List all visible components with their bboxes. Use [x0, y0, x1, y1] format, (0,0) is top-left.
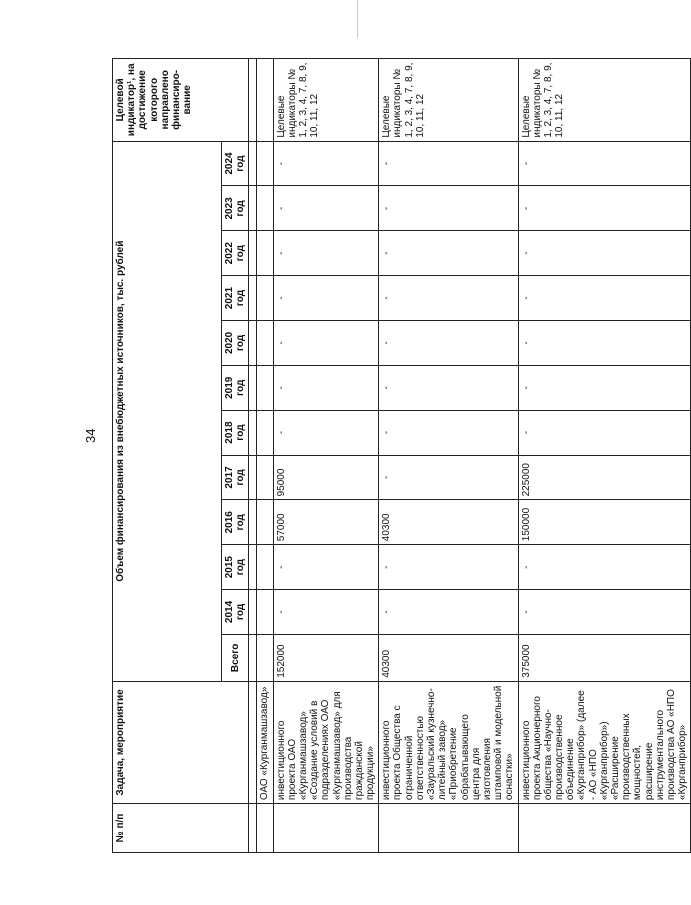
value-2022: -: [273, 231, 379, 276]
header-year-2018: 2018 год: [222, 410, 249, 455]
value-2016: 57000: [273, 500, 379, 545]
value-2019: -: [518, 365, 691, 410]
table-row: [518, 59, 691, 853]
row-num: [518, 804, 691, 853]
row-num: [273, 804, 379, 853]
value-total: 40300: [379, 634, 518, 681]
value-2022: -: [518, 231, 691, 276]
header-year-total: Всего: [222, 634, 249, 681]
header-year-2016: 2016 год: [222, 500, 249, 545]
value-2017: 225000: [518, 455, 691, 500]
value-2023: -: [273, 186, 379, 231]
value-2014: -: [273, 590, 379, 635]
row-task: инвестиционного проекта ОАО «Курганмашзавод» «Создание условий в подразделениях ОАО «Курганмашзавод» для производства гражданской продукции»: [273, 681, 379, 803]
value-2021: -: [518, 276, 691, 321]
value-2016: 40300: [379, 500, 518, 545]
value-total: 375000: [518, 634, 691, 681]
value-2016: 150000: [518, 500, 691, 545]
value-2014: -: [518, 590, 691, 635]
table-row: [273, 59, 379, 853]
table-cell: [257, 804, 273, 853]
header-year-2021: 2021 год: [222, 276, 249, 321]
value-2018: -: [273, 410, 379, 455]
blank-spacer-row: [249, 59, 257, 853]
value-2022: -: [379, 231, 518, 276]
header-num: № п/п: [113, 804, 249, 853]
value-2020: -: [379, 321, 518, 366]
value-2015: -: [273, 545, 379, 590]
header-volume: Объем финансирования из внебюджетных источников, тыс. рублей: [113, 141, 222, 681]
rotated-table-container: [112, 58, 689, 853]
value-2015: -: [379, 545, 518, 590]
header-year-2022: 2022 год: [222, 231, 249, 276]
value-2019: -: [379, 365, 518, 410]
section-title-row: [257, 59, 273, 853]
value-2018: -: [518, 410, 691, 455]
row-target: Целевые индикаторы № 1, 2, 3, 4, 7, 8, 9, 10, 11, 12: [518, 59, 691, 142]
value-total: 152000: [273, 634, 379, 681]
header-target: Целевой индикатор¹, на достижение которого направлено финансиро-вание: [113, 59, 249, 142]
value-2021: -: [379, 276, 518, 321]
value-2020: -: [518, 321, 691, 366]
row-target: Целевые индикаторы № 1, 2, 3, 4, 7, 8, 9, 10, 11, 12: [379, 59, 518, 142]
value-2015: -: [518, 545, 691, 590]
value-2017: 95000: [273, 455, 379, 500]
row-task: инвестиционного проекта Акционерного общества «Научно-производственное объединение «Курганприбор» (далее - АО «НПО «Курганприбор») «Расширение производственных мощностей, расширение инструментального производства АО «НПО «Курганприбор»: [518, 681, 691, 803]
row-num: [379, 804, 518, 853]
value-2023: -: [379, 186, 518, 231]
header-year-2017: 2017 год: [222, 455, 249, 500]
value-2024: -: [518, 141, 691, 186]
header-task: Задача, мероприятие: [113, 681, 249, 803]
scan-edge-line: [357, 0, 358, 38]
header-year-2019: 2019 год: [222, 365, 249, 410]
value-2024: -: [379, 141, 518, 186]
value-2019: -: [273, 365, 379, 410]
value-2023: -: [518, 186, 691, 231]
row-task: инвестиционного проекта Общества с ограниченной ответственностью «Зауральский кузнечно-литейный завод» «Приобретение обрабатывающего центра для изготовления штамповой и модельной оснастки»: [379, 681, 518, 803]
financing-table: [112, 58, 691, 853]
table-row: [379, 59, 518, 853]
header-year-2020: 2020 год: [222, 321, 249, 366]
section-title: ОАО «Курганмашзавод»: [257, 681, 273, 803]
page-number: 34: [83, 428, 98, 443]
value-2014: -: [379, 590, 518, 635]
row-target: Целевые индикаторы № 1, 2, 3, 4, 7, 8, 9, 10, 11, 12: [273, 59, 379, 142]
header-year-2024: 2024 год: [222, 141, 249, 186]
value-2024: -: [273, 141, 379, 186]
value-2018: -: [379, 410, 518, 455]
value-2021: -: [273, 276, 379, 321]
value-2020: -: [273, 321, 379, 366]
value-2017: -: [379, 455, 518, 500]
header-year-2014: 2014 год: [222, 590, 249, 635]
header-year-2015: 2015 год: [222, 545, 249, 590]
header-year-2023: 2023 год: [222, 186, 249, 231]
